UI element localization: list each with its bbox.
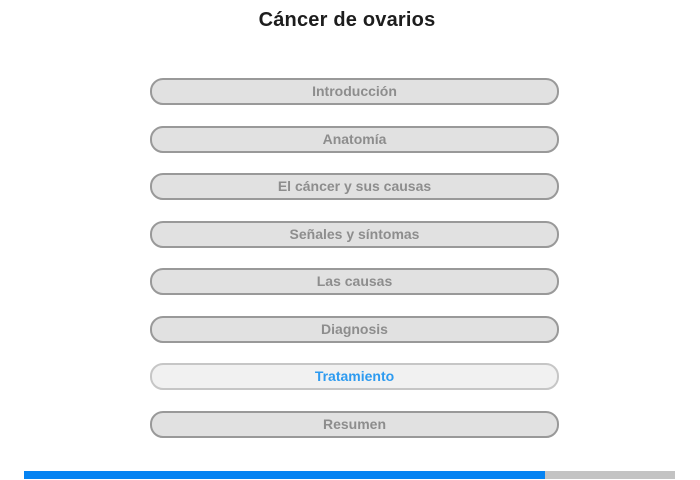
menu-item-senales-y-sintomas[interactable]: Señales y síntomas <box>150 221 559 248</box>
menu-item-introduccion[interactable]: Introducción <box>150 78 559 105</box>
progress-bar-track <box>24 471 675 479</box>
progress-bar-fill <box>24 471 545 479</box>
page-title: Cáncer de ovarios <box>258 9 436 31</box>
menu-item-el-cancer-y-sus-causas[interactable]: El cáncer y sus causas <box>150 173 559 200</box>
menu-item-tratamiento[interactable]: Tratamiento <box>150 363 559 390</box>
menu-item-diagnosis[interactable]: Diagnosis <box>150 316 559 343</box>
lesson-menu <box>150 78 559 458</box>
menu-item-las-causas[interactable]: Las causas <box>150 268 559 295</box>
menu-item-resumen[interactable]: Resumen <box>150 411 559 438</box>
menu-item-anatomia[interactable]: Anatomía <box>150 126 559 153</box>
